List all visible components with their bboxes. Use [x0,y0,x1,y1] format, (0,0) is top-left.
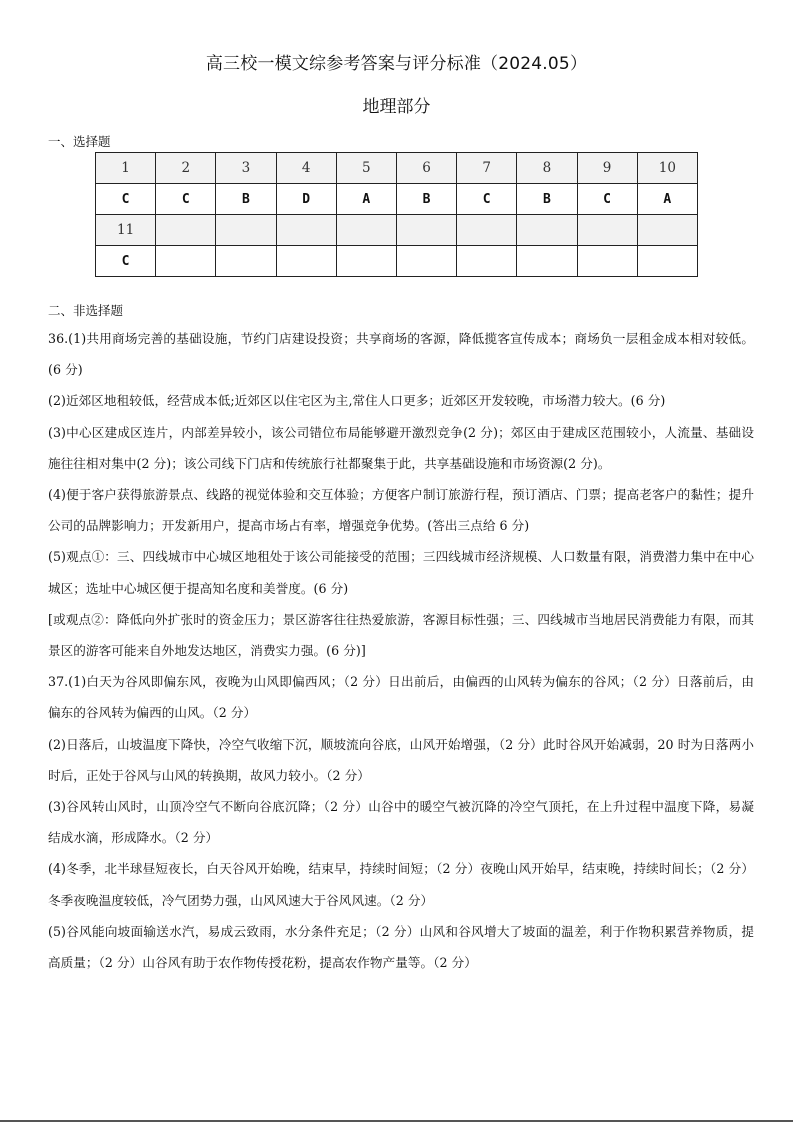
question-number-cell [276,215,336,246]
answer-paragraph: (2)日落后，山坡温度下降快，冷空气收缩下沉，顺坡流向谷底，山风开始增强，（2 分）此时谷风开始减弱，20 时为日落两小时后，正处于谷风与山风的转换期，故风力较小。（2 分） [48,736,754,783]
answer-paragraph: (2)近郊区地租较低，经营成本低;近郊区以住宅区为主,常住人口更多；近郊区开发较晚，市场潜力较大。(6 分) [48,393,666,409]
question-number-cell: 1 [96,153,156,184]
answer-cell: C [96,184,156,215]
answer-row [96,184,698,215]
answer-cell: B [517,184,577,215]
section-multiple-choice-heading: 一、选择题 [48,134,111,149]
question-number-cell [336,215,396,246]
document-title: 高三校一模文综参考答案与评分标准（2024.05） [205,54,588,74]
answer-paragraph: (4)冬季，北半球昼短夜长，白天谷风开始晚，结束早，持续时间短；（2 分）夜晚山风开始早，结束晚，持续时间长；（2 分）冬季夜晚温度较低，冷气团势力强，山风风速大于谷风风速。（2 分） [48,861,754,908]
question-number-cell: 3 [216,153,276,184]
answer-paragraph: (3)中心区建成区连片，内部差异较小，该公司错位布局能够避开激烈竞争(2 分)；郊区由于建成区范围较小，人流量、基础设施往往相对集中(2 分)；该公司线下门店和传统旅行社都聚集于此，共享基础设施和市场资源(2 分)。 [48,424,754,471]
section-open-questions-heading: 二、非选择题 [48,303,124,318]
question-number-cell: 8 [517,153,577,184]
answer-paragraph: 37.(1)白天为谷风即偏东风，夜晚为山风即偏西风；（2 分）日出前后，由偏西的山风转为偏东的谷风；（2 分）日落前后，由偏东的谷风转为偏西的山风。（2 分） [48,674,754,721]
question-number-cell: 10 [637,153,697,184]
question-number-cell [637,215,697,246]
answer-cell: A [336,184,396,215]
answer-paragraph: (5)观点①：三、四线城市中心城区地租处于该公司能接受的范围；三四线城市经济规模、人口数量有限，消费潜力集中在中心城区；选址中心城区便于提高知名度和美誉度。(6 分) [48,549,754,596]
answer-cell: D [276,184,336,215]
answer-cell: B [216,184,276,215]
answer-cell: C [457,184,517,215]
answer-cell: C [577,184,637,215]
answer-cell: B [396,184,456,215]
answer-key-table [95,152,698,277]
answer-cell [396,246,456,277]
answer-body [48,323,754,978]
question-number-cell [457,215,517,246]
answer-cell [517,246,577,277]
answer-cell [336,246,396,277]
answer-cell [577,246,637,277]
answer-cell: C [96,246,156,277]
answer-cell [216,246,276,277]
question-number-cell: 5 [336,153,396,184]
question-number-cell [517,215,577,246]
answer-cell [156,246,216,277]
question-number-cell [216,215,276,246]
question-number-cell [156,215,216,246]
answer-cell: C [156,184,216,215]
answer-paragraph: (3)谷风转山风时，山顶冷空气不断向谷底沉降；（2 分）山谷中的暖空气被沉降的冷空气顶托，在上升过程中温度下降，易凝结成水滴，形成降水。（2 分） [48,799,754,846]
document-subtitle: 地理部分 [362,97,431,117]
question-number-cell: 4 [276,153,336,184]
answer-cell [637,246,697,277]
question-number-cell: 9 [577,153,637,184]
answer-paragraph: 36.(1)共用商场完善的基础设施，节约门店建设投资；共享商场的客源，降低揽客宣传成本；商场负一层租金成本相对较低。(6 分) [48,331,754,378]
answer-row [96,246,698,277]
answer-paragraph: (4)便于客户获得旅游景点、线路的视觉体验和交互体验；方便客户制订旅游行程，预订酒店、门票；提高老客户的黏性；提升公司的品牌影响力；开发新用户，提高市场占有率，增强竞争优势。(答出三点给 6 分) [48,487,754,534]
answer-cell: A [637,184,697,215]
answer-paragraph: (5)谷风能向坡面输送水汽，易成云致雨，水分条件充足；（2 分）山风和谷风增大了坡面的温差，利于作物积累营养物质，提高质量；（2 分）山谷风有助于农作物传授花粉，提高农作物产量等。（2 分） [48,923,754,971]
question-number-cell: 7 [457,153,517,184]
question-number-cell [396,215,456,246]
answer-cell [457,246,517,277]
question-number-cell: 11 [96,215,156,246]
answer-cell [276,246,336,277]
question-number-row [96,153,698,184]
question-number-cell: 6 [396,153,456,184]
answer-paragraph: [或观点②：降低向外扩张时的资金压力；景区游客往往热爱旅游，客源目标性强；三、四线城市当地居民消费能力有限，而其景区的游客可能来自外地发达地区，消费实力强。(6 分)] [48,611,754,659]
question-number-cell [577,215,637,246]
question-number-row [96,215,698,246]
question-number-cell: 2 [156,153,216,184]
